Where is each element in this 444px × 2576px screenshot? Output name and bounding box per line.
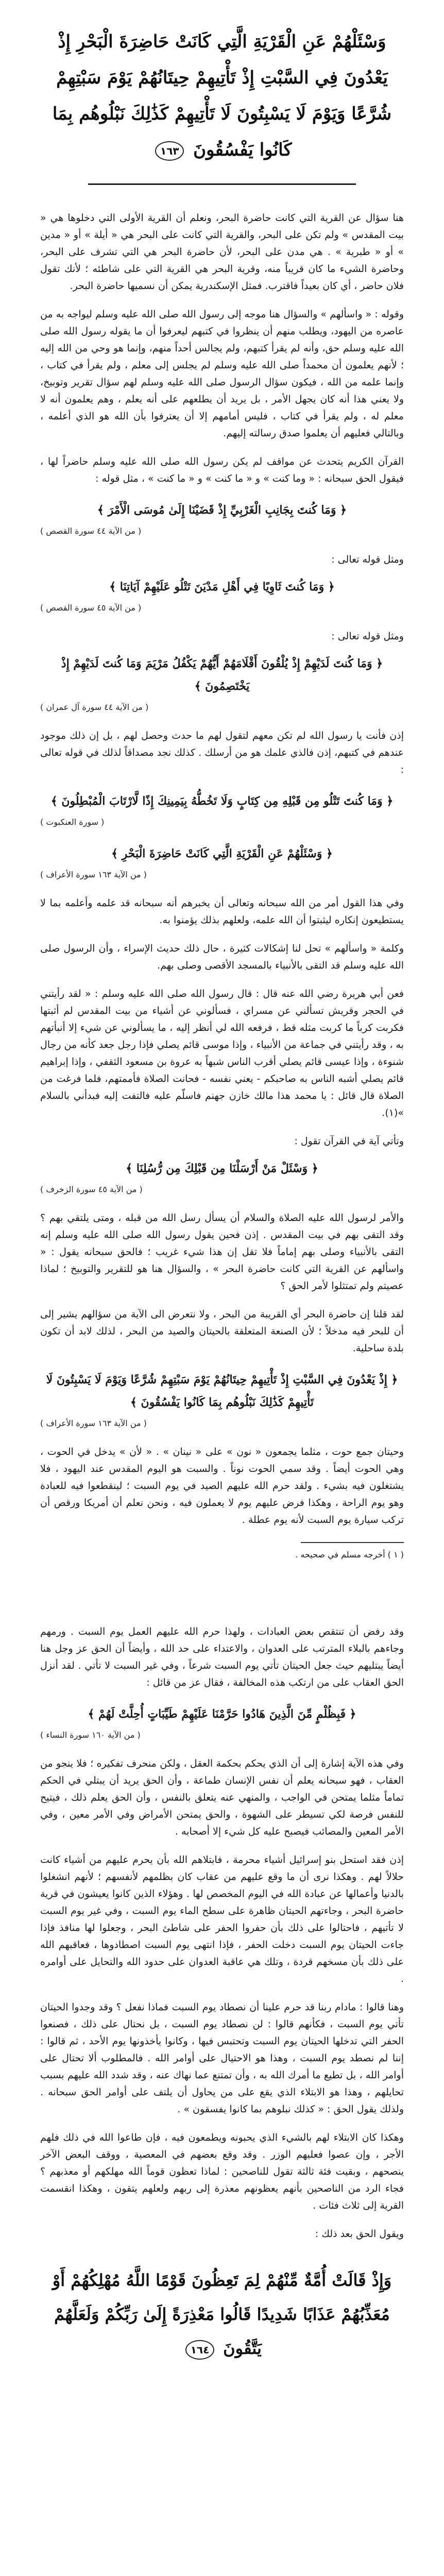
commentary-paragraph: وفي هذه الآية إشارة إلى أن الذي يحكم بحكمة العقل ، ولكن منحرف تفكيره ؛ فلا ينجو من العقاب ، فهو سبحانه يعلم أن نفس الإنسان طماعة ، وأن الحق يريد أن يبتلي في الحكم تماماً مثلما يمتحن في الواجب ، والمنهي عنه يتعلق بالنفس ، وأن الحق يعلم ذلك ، فيتيح للنفس فرصة لكي تسيطر على الشهوة ، والحق يمتحن الأمراض وفي الأمر معين ، وفي الأمر المعين والمصائب فيصبح عليه كل شيء إلا أصحابه . xyxy=(40,1758,404,1837)
commentary-paragraph: وقد رفض أن تنتقص بعض العبادات ، ولهذا حرم الله عليهم العمل يوم السبت . ورمهم وجاءهم بالبلاء المترتب على العدوان ، والاعتداء على حد الله ، وأيضاً أن الحق عز وجل هنا أيضاً يبتليهم حيث جعل الحيتان تأتي يوم السبت شرعاً ، وفي غير السبت لا تأتي . لقد أنزل الحق العقاب على من ارتكب هذه المخالفة ، فقال عز من قائل : xyxy=(40,1626,404,1688)
verse-reference: ( سورة العنكبوت ) xyxy=(40,817,105,827)
commentary-paragraph: فعن أبي هريرة رضي الله عنه قال : قال رسول الله صلى الله عليه وسلم : « لقد رأيتني في الحجر وقريش تسألني عن مسراي ، فسألوني عن أشياء من بيت المقدس لم أثبتها فكربت كرباً ما كربت مثله قط ، فرفعه الله لي أنظر إليه ، ما يسألوني عن شيء إلا أنبأتهم به ، وقد رأيتني في جماعة من الأنبياء ، وإذا موسى قائم يصلي فإذا رجل جعد كأنه من رجال شنوءة ، وإذا عيسى قائم يصلي أقرب الناس شبهاً به عروة بن مسعود الثقفي ، وإذا إبراهيم قائم يصلي أشبه الناس به صاحبكم - يعني نفسه - فحانت الصلاة فأممتهم، فلما فرغت من الصلاة قال قائل : يا محمد هذا مالك خازن جهنم فاسلّم عليه فالتفت إليه فبدأني بالسلام »(١). xyxy=(40,988,404,1118)
verse-reference: ( من الآية ٤٥ سورة القصص ) xyxy=(40,603,142,613)
verse-reference: ( من الآية ١٦٣ سورة الأعراف ) xyxy=(40,870,147,879)
commentary-paragraph: هنا سؤال عن القرية التي كانت حاضرة البحر، ونعلم أن القرية الأولى التي دخلوها هي « بيت المقدس » ولم تكن على البحر، والقرية التي كانت على البحر هي « أيلة » أو « مدين » أو « طبرية » . هي مدن على البحر، لأن حاضرة البحر هي التي تشرف على البحر، وحاضرة الشيء ما كان قريباً منه، وقرية البحر هي القرية التي على شاطئه ؛ لأنك تقول فلان حاضر ، أي كان بعيداً فاقترب. فمثل الإسكندرية يمكن أن نسميها حاضرة البحر. xyxy=(40,212,404,292)
intro-label: ويقول الحق بعد ذلك : xyxy=(315,2228,404,2240)
verse-reference: ( من الآية ١٦٠ سورة النساء ) xyxy=(40,1730,141,1740)
commentary-paragraph: وفي هذا القول أمر من الله سبحانه وتعالى أن يخبرهم أنه سبحانه قد علمه وأعلمه بما لا يستطيعون إنكاره ليثبتوا أن الله علمه، ولعلهم بذلك يؤمنوا به. xyxy=(40,897,404,926)
commentary-paragraph: وحيتان جمع حوت ، مثلما يجمعون « نون » على « نينان » . « لأن » يدخل في الحوت ، وهي الحوت أيضاً . وقد سمي الحوت نوناً . والسبت هو اليوم المقدس عند اليهود ، فلا يشتغلون فيه بشيء . ولقد حرم الله عليهم الصيد في يوم السبت ؛ لينقطعوا فيه للعبادة وهو يوم الراحة ، وهكذا فرض عليهم يوم لا يعملون فيه ، ونحن نعلم أن أمريكا ورقص أن تركب سيارة يوم السبت لأنه يوم عطلة . xyxy=(40,1446,404,1526)
intro-label: ومثل قوله تعالى : xyxy=(331,554,404,565)
verse-reference: ( من الآية ٤٤ سورة آل عمران ) xyxy=(40,702,149,712)
commentary-paragraph: والأمر لرسول الله عليه الصلاة والسلام أن يسأل رسل الله من قبله ، ومتى يلتقي بهم ؟ وقد التقى بهم في بيت المقدس . إذن فحين يقول رسول الله صلى الله عليه وسلم إنه التقى بالأنبياء وصلى بهم إماماً فلا تقل إن هذا شيء غريب ؛ فالحق سبحانه يقول : « واسألهم عن القرية التي كانت حاضرة البحر » ، والسؤال هنا هو للتقرير والتوبيخ ؛ لماذا عصيتم ولم تمتثلوا لأمر الحق ؟ xyxy=(40,1212,404,1292)
tail-verse-text: وَإِذْ قَالَتْ أُمَّةٌ مِّنْهُمْ لِمَ تَعِظُونَ قَوْمًا اللَّهُ مُهْلِكُهُمْ أَوْ مُعَذِّبُهُمْ عَذَابًا شَدِيدًا قَالُوا مَعْذِرَةً إِلَىٰ رَبِّكُمْ وَلَعَلَّهُمْ يَتَّقُونَ xyxy=(52,2270,392,2358)
page-break xyxy=(40,1577,404,1623)
quoted-verse: ﴿ وَسْئَلْهُمْ عَنِ الْقَرْيَةِ الَّتِي كَانَتْ حَاضِرَةَ الْبَحْرِ ﴾ xyxy=(111,847,333,860)
quoted-verse: ﴿ وَمَا كُنتَ لَدَيْهِمْ إِذْ يُلْقُونَ أَقْلَامَهُمْ أَيُّهُمْ يَكْفُلُ مَرْيَمَ وَمَا كُنتَ لَدَيْهِمْ إِذْ يَخْتَصِمُونَ ﴾ xyxy=(61,657,383,693)
verse-reference: ( من الآية ٤٥ سورة الزخرف ) xyxy=(40,1184,143,1194)
commentary-paragraph: وكلمة « واسألهم » تحل لنا إشكالات كثيرة ، حال ذلك حديث الإسراء ، وأن الرسول صلى الله عليه وسلم قد التقى بالأنبياء بالمسجد الأقصى وصلى بهم. xyxy=(40,943,404,971)
header-verse-text: وَسْئَلْهُمْ عَنِ الْقَرْيَةِ الَّتِي كَانَتْ حَاضِرَةَ الْبَحْرِ إِذْ يَعْدُونَ فِي السَّبْتِ إِذْ تَأْتِيهِمْ حِيتَانُهُمْ يَوْمَ سَبْتِهِمْ شُرَّعًا وَيَوْمَ لَا يَسْبِتُونَ لَا تَأْتِيهِمْ كَذَٰلِكَ نَبْلُوهُم بِمَا كَانُوا يَفْسُقُونَ xyxy=(52,31,392,160)
commentary-paragraph: القرآن الكريم يتحدث عن مواقف لم يكن رسول الله صلى الله عليه وسلم حاضراً لها ، فيقول الحق سبحانه : « وما كنت » و « ما كنت » و « ما كنت » ، مثل قوله : xyxy=(40,456,404,484)
commentary-paragraph: وقوله : « واسألهم » والسؤال هنا موجه إلى رسول الله صلى الله عليه وسلم ليواجه به من عاصره من اليهود، ويطلب منهم أن ينظروا في كتبهم ليعرفوا أن ما يقوله رسول الله صلى الله عليه وسلم حق، وأنه لم يقرأ كتبهم، ولم يجالس أحداً منهم، وإنما هو وحي من الله إليه ؛ لأنهم يعلمون أن محمداً صلى الله عليه وسلم لم يجلس إلى معلم ، ولم يقرأ في كتاب ، وإنما علمه من الله ، فيكون سؤال الرسول صلى الله عليه وسلم لهم سؤال تقرير وتوبيخ، ولا يعني هذا أنه كان يجهل الأمر ، بل يريد أن يطلعهم على أنه يعلم ، وهم يعلمون أنه لا معلم له ، ولم يقرأ في كتاب ، فليس أمامهم إلا أن يعترفوا بأن الله هو الذي أعلمه ، وبالتالي فعليهم أن يعلموا صدق رسالته إليهم. xyxy=(40,309,404,439)
quoted-verse: ﴿ فَبِظُلْمٍ مِّنَ الَّذِينَ هَادُوا حَرَّمْنَا عَلَيْهِمْ طَيِّبَاتٍ أُحِلَّتْ لَهُمْ ﴾ xyxy=(88,1707,356,1721)
intro-label: ومثل قوله تعالى : xyxy=(331,631,404,642)
commentary-paragraph: لقد قلنا إن حاضرة البحر أي القريبة من البحر ، ولا نتعرض الى الآية من سؤالهم يشير إلى أن للبحر فيه مدخلاً ؛ لأن الصنعة المتعلقة بالحيتان والصيد من البحر ، لذلك لابد أن تكون بلدة ساحلية. xyxy=(40,1309,404,1354)
commentary-paragraph: وهكذا كان الابتلاء لهم بالشيء الذي يحبونه ويطمعون فيه ، فإن طاعوا الله في ذلك فلهم الأجر ، وإن عصوا فعليهم الوزر . وقد وقع بعضهم في المعصية ، ووقف البعض الآخر ينصحهم ، وبقيت فئة ثالثة تقول للناصحين : لماذا تعظون قوماً الله مهلكهم أو معذبهم ؟ فجاء الرد من الناصحين بأنهم يعظونهم معذرة إلى ربهم ولعلهم يتقون ، وهكذا انقسمت القرية إلى ثلاث فئات . xyxy=(40,2132,404,2211)
commentary-body xyxy=(40,210,404,2243)
intro-label: وتأتي آية في القرآن تقول : xyxy=(294,1136,404,1147)
verse-divider xyxy=(88,183,356,185)
tail-quran-verse xyxy=(40,2263,404,2365)
commentary-paragraph: وهنا قالوا : مادام ربنا قد حرم علينا أن نصطاد يوم السبت فماذا نفعل ؟ وقد وجدوا الحيتان تأتي يوم السبت ، فكأنهم قالوا : لن نصطاد يوم السبت ، بل نحتال على ذلك ، فصنعوا الحفر التي تدخلها الحيتان يوم السبت وتحتبس فيها ، وكانوا يأخذونها يوم الأحد ، ثم قالوا : إننا لم نصطد يوم السبت ، وهذا هو الاحتيال على أوامر الله . فالمطلوب ألا تحتال على أوامر الله ، بل تطيع ما أمرك الله به ، وأن تمتنع عما نهاك عنه ، وقد شدد الله عليهم بسبب تحايلهم ، وهذا هو الابتلاء الذي يقع على من يحاول أن يلتف على أوامر الحق سبحانه . ولذلك يقول الحق : « كذلك نبلوهم بما كانوا يفسقون » . xyxy=(40,2002,404,2115)
quoted-verse: ﴿ إِذْ يَعْدُونَ فِي السَّبْتِ إِذْ تَأْتِيهِمْ حِيتَانُهُمْ يَوْمَ سَبْتِهِمْ شُرَّعًا وَيَوْمَ لَا يَسْبِتُونَ لَا تَأْتِيهِمْ كَذَٰلِكَ نَبْلُوهُم بِمَا كَانُوا يَفْسُقُونَ ﴾ xyxy=(46,1373,398,1409)
quoted-verse: ﴿ وَمَا كُنتَ تَتْلُو مِن قَبْلِهِ مِن كِتَابٍ وَلَا تَخُطُّهُ بِيَمِينِكَ إِذًا لَّارْتَابَ الْمُبْطِلُونَ ﴾ xyxy=(50,794,394,808)
verse-reference: ( من الآية ٤٤ سورة القصص ) xyxy=(40,526,142,536)
header-quran-verse xyxy=(40,24,404,168)
quoted-verse: ﴿ وَمَا كُنتَ ثَاوِيًا فِي أَهْلِ مَدْيَنَ تَتْلُو عَلَيْهِمْ آيَاتِنَا ﴾ xyxy=(109,580,335,594)
footnote: ( ١ ) أخرجه مسلم في صحيحه . xyxy=(295,1550,404,1560)
quoted-verse: ﴿ وَمَا كُنتَ بِجَانِبِ الْغَرْبِيِّ إِذْ قَضَيْنَا إِلَىٰ مُوسَى الْأَمْرَ ﴾ xyxy=(97,503,347,517)
footnote-rule xyxy=(301,1542,404,1543)
verse-reference: ( من الآية ١٦٣ سورة الأعراف ) xyxy=(40,1418,147,1428)
commentary-paragraph: إذن فأنت يا رسول الله لم تكن معهم لتقول لهم ما حدث وحصل لهم ، بل إن ذلك موجود عندهم في كتبهم، إذن فالذي علمك هو من أرسلك . كذلك نجد مصداقاً لذلك في قوله تعالى : xyxy=(40,730,404,775)
ayah-number-mark: ١٦٤ xyxy=(185,2340,214,2360)
ayah-number-mark: ١٦٣ xyxy=(155,141,184,161)
quoted-verse: ﴿ وَسْئَلْ مَنْ أَرْسَلْنَا مِن قَبْلِكَ مِن رُّسُلِنَا ﴾ xyxy=(126,1162,318,1175)
commentary-paragraph: إذن فقد استحل بنو إسرائيل أشياء محرمة ، فابتلاهم الله بأن يحرم عليهم من أشياء كانت حلالاً لهم . وهكذا نرى أن ما وقع عليهم من عقاب كان بظلمهم لأنفسهم ؛ لأنهم انشغلوا بالدنيا وأعمالها عن عبادة الله في اليوم المخصص لها . وهؤلاء الذين كانوا يعيشون في قرية حاضرة البحر ، وجاءتهم الحيتان ظاهرة على سطح الماء يوم السبت ، وفي غير يوم السبت لا تأتيهم ، فاحتالوا على ذلك بأن حفروا الحفر على شاطئ البحر ، وجعلوا لها منافذ فإذا جاءت الحيتان يوم السبت دخلت الحفر ، فإذا انتهى يوم السبت اصطادوها ، فعاقبهم الله على ذلك بأن مسخهم قردة ، وتلك هي عاقبة العدوان على حدود الله والتحايل على أوامره . xyxy=(40,1854,404,1985)
